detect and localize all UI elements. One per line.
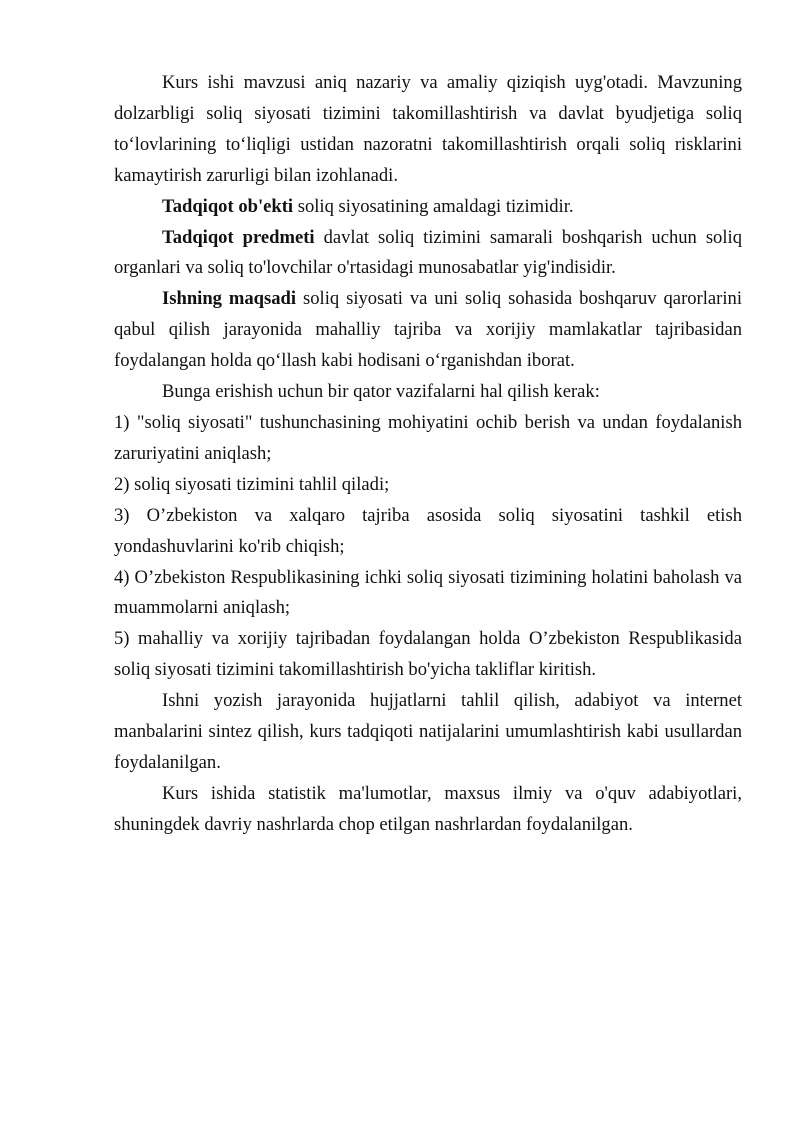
sources-paragraph: Kurs ishida statistik ma'lumotlar, maxsus ilmiy va o'quv adabiyotlari, shuningdek davriy nashrlarda chop etilgan nashrlardan foydalanilgan. <box>114 782 742 835</box>
methods-paragraph: Ishni yozish jarayonida hujjatlarni tahlil qilish, adabiyot va internet manbalarini sintez qilish, kurs tadqiqoti natijalarini umumlashtirish kabi usullardan foydalanilgan. <box>114 690 742 773</box>
research-object-term: Tadqiqot ob'ekti <box>162 195 294 217</box>
task-item: 1) "soliq siyosati" tushunchasining mohiyatini ochib berish va undan foydalanish zaruriyatini aniqlash; <box>114 411 742 464</box>
research-subject-term: Tadqiqot predmeti <box>162 226 315 248</box>
research-subject-paragraph <box>114 223 742 285</box>
research-goal-text: soliq siyosati va uni soliq sohasida boshqaruv qarorlarini qabul qilish jarayonida mahalliy tajriba va xorijiy mamlakatlar tajribasidan foydalangan holda qo‘llash kabi hodisani o‘rganishdan iborat. <box>114 288 742 372</box>
task-item: 5) mahalliy va xorijiy tajribadan foydalangan holda O’zbekiston Respublikasida soliq siyosati tizimini takomillashtirish bo'yicha takliflar kiritish. <box>114 628 742 681</box>
task-item: 3) O’zbekiston va xalqaro tajriba asosida soliq siyosatini tashkil etish yondashuvlarini ko'rib chiqish; <box>114 504 742 557</box>
research-goal-term: Ishning maqsadi <box>162 288 297 310</box>
research-subject-text: davlat soliq tizimini samarali boshqarish uchun soliq organlari va soliq to'lovchilar o'rtasidagi munosabatlar yig'indisidir. <box>114 226 742 279</box>
tasks-intro-paragraph: Bunga erishish uchun bir qator vazifalarni hal qilish kerak: <box>162 381 600 403</box>
research-object-paragraph <box>114 192 742 223</box>
research-object-text: soliq siyosatining amaldagi tizimidir. <box>293 195 574 217</box>
research-goal-paragraph <box>114 284 742 377</box>
relevance-paragraph: Kurs ishi mavzusi aniq nazariy va amaliy qiziqish uyg'otadi. Mavzuning dolzarbligi soliq siyosati tizimini takomillashtirish va davlat byudjetiga soliq to‘lovlarining to‘liqligi ustidan nazoratni takomillashtirish orqali soliq risklarini kamaytirish zarurligi bilan izohlanadi. <box>114 72 742 186</box>
task-item: 2) soliq siyosati tizimini tahlil qiladi; <box>114 473 390 495</box>
task-item: 4) O’zbekiston Respublikasining ichki soliq siyosati tizimining holatini baholash va muammolarni aniqlash; <box>114 566 742 619</box>
document-page <box>114 68 742 841</box>
